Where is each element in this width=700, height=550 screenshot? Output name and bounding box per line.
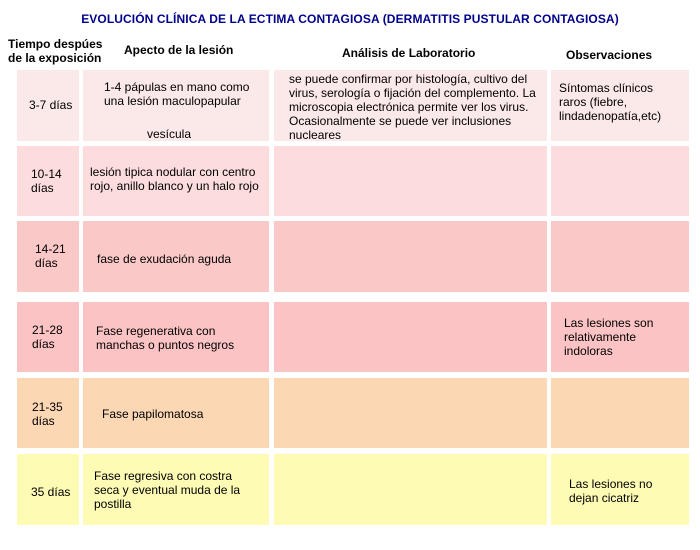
obs-text: Las lesiones son relativamente indoloras xyxy=(564,316,654,358)
time-text: 14-21 días xyxy=(35,242,66,270)
lab-cell xyxy=(274,378,547,448)
header-lab: Análisis de Laboratorio xyxy=(342,46,476,60)
time-text: 3-7 días xyxy=(29,98,73,112)
lab-cell xyxy=(274,302,547,372)
time-text: 10-14 días xyxy=(31,167,62,195)
page-title: EVOLUCIÓN CLÍNICA DE LA ECTIMA CONTAGIOSA (DERMATITIS PUSTULAR CONTAGIOSA) xyxy=(81,12,619,26)
obs-cell xyxy=(551,221,689,292)
obs-cell xyxy=(551,378,689,448)
lesion-text: fase de exudación aguda xyxy=(97,252,232,266)
time-text: 21-28 días xyxy=(32,323,63,351)
obs-cell xyxy=(551,146,689,216)
lab-text: se puede confirmar por histología, cultivo del virus, serología o fijación del complemento. La microscopia electrónica permite ver los virus. Ocasionalmente se puede ver inclusiones nucleares xyxy=(289,72,536,142)
time-text: 35 días xyxy=(31,485,71,499)
lesion-text: Fase regenerativa con manchas o puntos negros xyxy=(96,324,235,352)
lab-cell xyxy=(274,221,547,292)
lesion-text: Fase papilomatosa xyxy=(102,407,204,421)
lesion-text: 1-4 pápulas en mano como una lesión maculopapular xyxy=(104,80,250,108)
lab-cell xyxy=(274,146,547,216)
header-time-line1: Tiempo despúes xyxy=(8,37,103,51)
header-time xyxy=(8,37,108,65)
lesion-text: lesión tipica nodular con centro rojo, anillo blanco y un halo rojo xyxy=(90,165,259,193)
obs-text: Síntomas clínicos raros (fiebre, lindadenopatía,etc) xyxy=(559,81,662,123)
lab-cell xyxy=(274,454,547,525)
lesion-text: Fase regresiva con costra seca y eventual muda de la postilla xyxy=(94,469,241,511)
header-obs: Observaciones xyxy=(566,48,653,62)
header-lesion: Apecto de la lesión xyxy=(124,43,234,57)
time-text: 21-35 días xyxy=(32,400,63,428)
obs-text: Las lesiones no dejan cicatriz xyxy=(569,477,653,505)
lesion-extra-text: vesícula xyxy=(147,127,192,141)
header-time-line2: de la exposición xyxy=(8,51,102,65)
